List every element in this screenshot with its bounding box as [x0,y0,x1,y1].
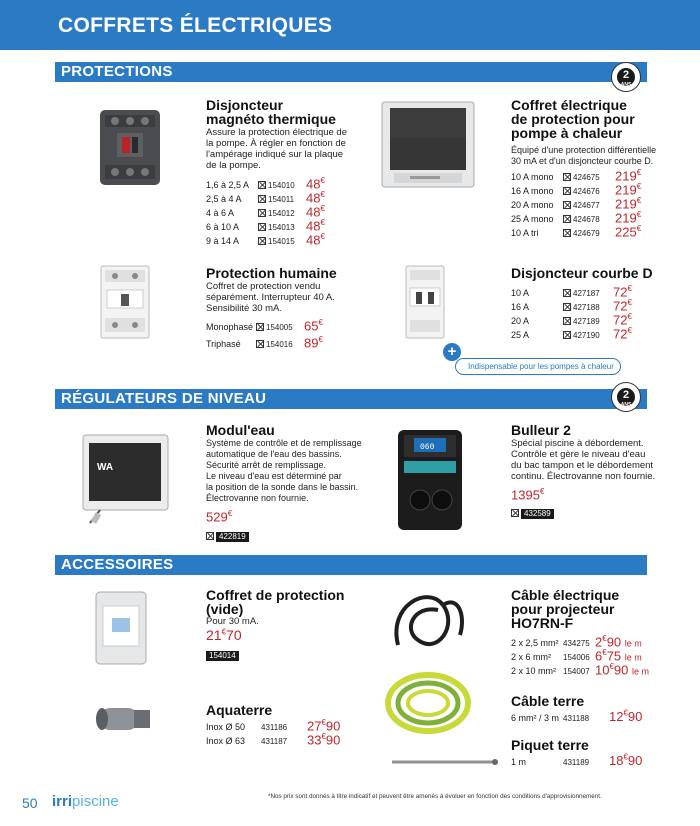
row-label: 25 A [511,330,530,341]
cable-projecteur-image [388,585,468,660]
svg-text:060: 060 [420,443,435,452]
price-row [206,732,340,747]
modul-eau-desc: Système de contrôle et de remplissage automatique de l'eau des bassins. Sécurité arrêt de remplissage. Le niveau d'eau est déterminé par la position de la sonde dans le bassin. Électrovanne non fournie. [206,438,362,503]
row-price: 72€ [613,312,632,328]
row-ref: 424676 [563,187,615,196]
row-ref: 154012 [258,209,306,218]
row-price: 89€ [304,335,323,351]
section-accessoires: ACCESSOIRES [55,555,647,575]
row-price: 219€ [615,168,642,184]
row-price: 6€75 le m [595,648,642,664]
coffret-pompe-title: Coffret électrique de protection pour pompe à chaleur [511,97,635,141]
bulleur-ref: 432589 [511,503,554,521]
row-price: 225€ [615,224,642,240]
cable-terre-title: Câble terre [511,693,585,709]
row-label: Monophasé [206,322,254,333]
modul-eau-title: Modul'eau [206,422,275,438]
guarantee-badge: 2 ANS [611,62,641,92]
coffret-vide-ref: 154014 [206,645,239,663]
row-ref: 431187 [261,737,288,747]
row-label: 16 A mono [511,186,554,197]
footer-note: *Nos prix sont donnés à titre indicatif et peuvent être amenés à évoluer en fonction des conditions d'approvisionnement. [268,793,602,800]
protection-humaine-image [95,262,155,342]
row-price: 48€ [306,204,325,220]
piquet-terre-row: 1 m 431189 18€90 [511,753,643,769]
bulleur-price: 1395€ [511,487,545,503]
row-label: 20 A mono [511,200,554,211]
row-ref: 154016 [256,340,304,349]
row-price: 33€90 [307,732,341,748]
row-price: 219€ [615,210,642,226]
modul-eau-ref: 422819 [206,526,249,544]
row-price: 48€ [306,176,325,192]
row-price: 48€ [306,232,325,248]
page-title: COFFRETS ÉLECTRIQUES [58,14,333,37]
row-ref: 154011 [258,195,306,204]
disjoncteur-thermique-title: Disjoncteur magnéto thermique [206,97,336,127]
protection-humaine-desc: Coffret de protection vendu séparément. Interrupteur 40 A. Sensibilité 30 mA. [206,281,335,314]
row-ref: 427190 [563,331,613,340]
row-label: 2 x 6 mm² [511,652,552,663]
row-ref: 424675 [563,173,615,182]
cable-terre-image [383,668,473,738]
cable-terre-row: 6 mm² / 3 m 431188 12€90 [511,709,643,725]
row-label: 10 A mono [511,172,554,183]
row-ref: 427188 [563,303,613,312]
modul-eau-image [75,425,175,525]
row-label: 9 à 14 A [206,236,240,247]
row-ref: 424678 [563,215,615,224]
row-label: 25 A mono [511,214,554,225]
row-price: 72€ [613,298,632,314]
row-price: 2€90 le m [595,634,642,650]
bulleur-image [390,425,470,535]
disjoncteur-thermique-image [95,105,165,190]
row-ref: 154013 [258,223,306,232]
row-label: 20 A [511,316,530,327]
row-label: Triphasé [206,339,241,350]
price-row [206,335,323,350]
price-row [511,224,641,239]
aquaterre-image [88,690,158,750]
row-price: 219€ [615,182,642,198]
row-ref: 431186 [261,723,288,733]
brand-logo: irripiscine [52,793,119,810]
row-ref: 434275 [563,639,590,649]
row-label: 2 x 2,5 mm² [511,638,559,649]
coffret-pompe-desc: Équipé d'une protection différentielle 30 mA et d'un disjoncteur courbe D. [511,145,657,166]
svg-text:WA: WA [97,462,114,473]
section-regulateurs: RÉGULATEURS DE NIVEAU [55,389,647,409]
row-ref: 424677 [563,201,615,210]
plus-icon: + [443,343,461,361]
coffret-vide-image [90,588,150,668]
row-ref: 154005 [256,323,304,332]
protection-humaine-title: Protection humaine [206,265,337,281]
row-label: 2 x 10 mm² [511,666,557,677]
disjoncteur-d-title: Disjoncteur courbe D [511,265,653,281]
row-price: 10€90 le m [595,662,650,678]
disjoncteur-thermique-desc: Assure la protection électrique de la pompe. À régler en fonction de l'ampérage indiqué sur la plaque de la pompe. [206,127,347,171]
coffret-vide-desc: Pour 30 mA. [206,616,259,627]
row-label: Inox Ø 50 [206,722,246,733]
coffret-pompe-image [380,100,480,190]
row-price: 72€ [613,326,632,342]
row-label: 1,6 à 2,5 A [206,180,250,191]
row-price: 219€ [615,196,642,212]
row-ref: 154006 [563,653,590,663]
coffret-vide-title: Coffret de protection (vide) [206,587,345,617]
row-ref: 427187 [563,289,613,298]
price-row [206,318,323,333]
row-label: 6 à 10 A [206,222,240,233]
section-protections: PROTECTIONS [55,62,647,82]
row-label: 4 à 6 A [206,208,235,219]
price-row [206,232,325,247]
row-price: 72€ [613,284,632,300]
row-ref: 427189 [563,317,613,326]
row-price: 48€ [306,190,325,206]
row-ref: 154007 [563,667,590,677]
aquaterre-title: Aquaterre [206,702,273,718]
price-row [511,662,649,677]
price-row [511,326,632,341]
cable-projecteur-title: Câble électrique pour projecteur HO7RN-F [511,587,620,631]
piquet-terre-title: Piquet terre [511,737,589,753]
row-price: 27€90 [307,718,341,734]
row-ref: 154015 [258,237,306,246]
piquet-terre-image [390,755,500,769]
header-banner [0,0,700,50]
bulleur-desc: Spécial piscine à débordement. Contrôle et gère le niveau d'eau du bac tampon et le débordement continu. Électrovanne non fournie. [511,438,656,482]
row-label: Inox Ø 63 [206,736,246,747]
row-label: 10 A tri [511,228,539,239]
page-number: 50 [22,795,38,811]
info-note: Indispensable pour les pompes à chaleur [455,358,621,375]
row-price: 65€ [304,318,323,334]
bulleur-title: Bulleur 2 [511,422,571,438]
guarantee-badge: 2 ANS [611,382,641,412]
modul-eau-price: 529€ [206,509,233,525]
row-price: 48€ [306,218,325,234]
coffret-vide-price: 21€70 [206,627,242,643]
row-label: 16 A [511,302,530,313]
row-ref: 154010 [258,181,306,190]
row-ref: 424679 [563,229,615,238]
row-label: 2,5 à 4 A [206,194,242,205]
row-label: 10 A [511,288,530,299]
disjoncteur-d-image [400,262,450,342]
